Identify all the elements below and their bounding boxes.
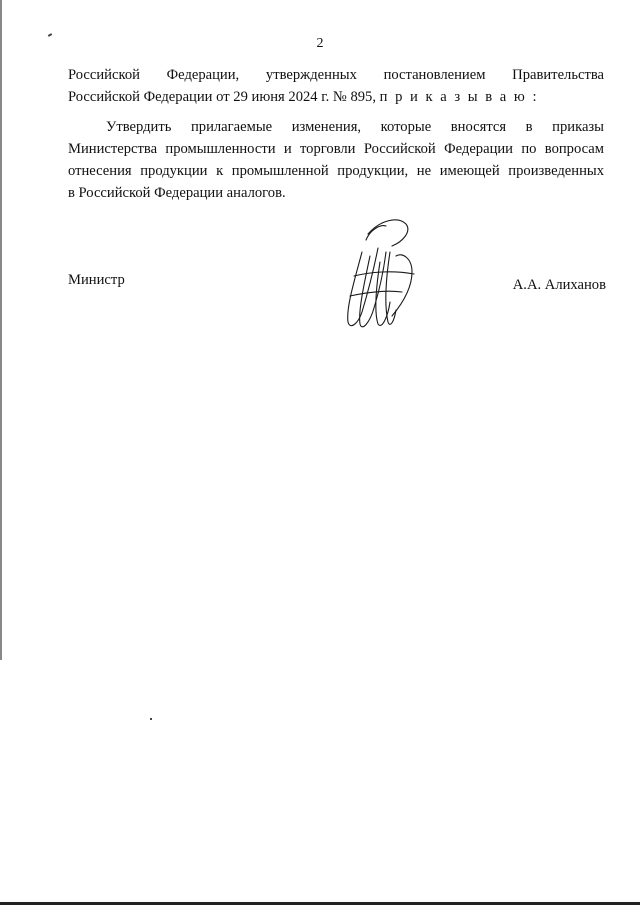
decree-reference: Российской Федерации от 29 июня 2024 г. № 895,	[68, 89, 376, 105]
word: в	[525, 119, 533, 135]
paragraph-2-line-4: в Российской Федерации аналогов.	[68, 185, 286, 201]
paragraph-2-line-3: отнесения продукции к промышленной продукции, не имеющей произведенных	[68, 163, 604, 179]
paragraph-1	[68, 64, 604, 108]
word: вносятся	[450, 119, 507, 135]
paragraph-2-line-2: Министерства промышленности и торговли Российской Федерации по вопросам	[68, 141, 604, 157]
scan-dot	[150, 718, 152, 720]
handwritten-signature	[340, 212, 420, 334]
word: прилагаемые	[190, 119, 273, 135]
paragraph-1-line-1	[68, 64, 604, 86]
paragraph-2	[68, 116, 604, 204]
signatory-title: Министр	[68, 272, 125, 288]
word: изменения,	[291, 119, 362, 135]
page-number: 2	[316, 36, 324, 51]
signatory-name: А.А. Алиханов	[512, 277, 606, 293]
paragraph-2-line-1	[68, 116, 604, 138]
word: которые	[380, 119, 432, 135]
word: Правительства	[512, 67, 605, 83]
word: постановлением	[383, 67, 486, 83]
word: Федерации,	[166, 67, 240, 83]
word: утвержденных	[265, 67, 357, 83]
order-word: п р и к а з ы в а ю :	[379, 89, 539, 105]
word: Утвердить	[106, 119, 172, 135]
paragraph-1-line-2	[68, 86, 604, 108]
word: приказы	[552, 119, 604, 135]
word: Российской	[68, 67, 140, 83]
scan-edge-line	[0, 0, 2, 660]
